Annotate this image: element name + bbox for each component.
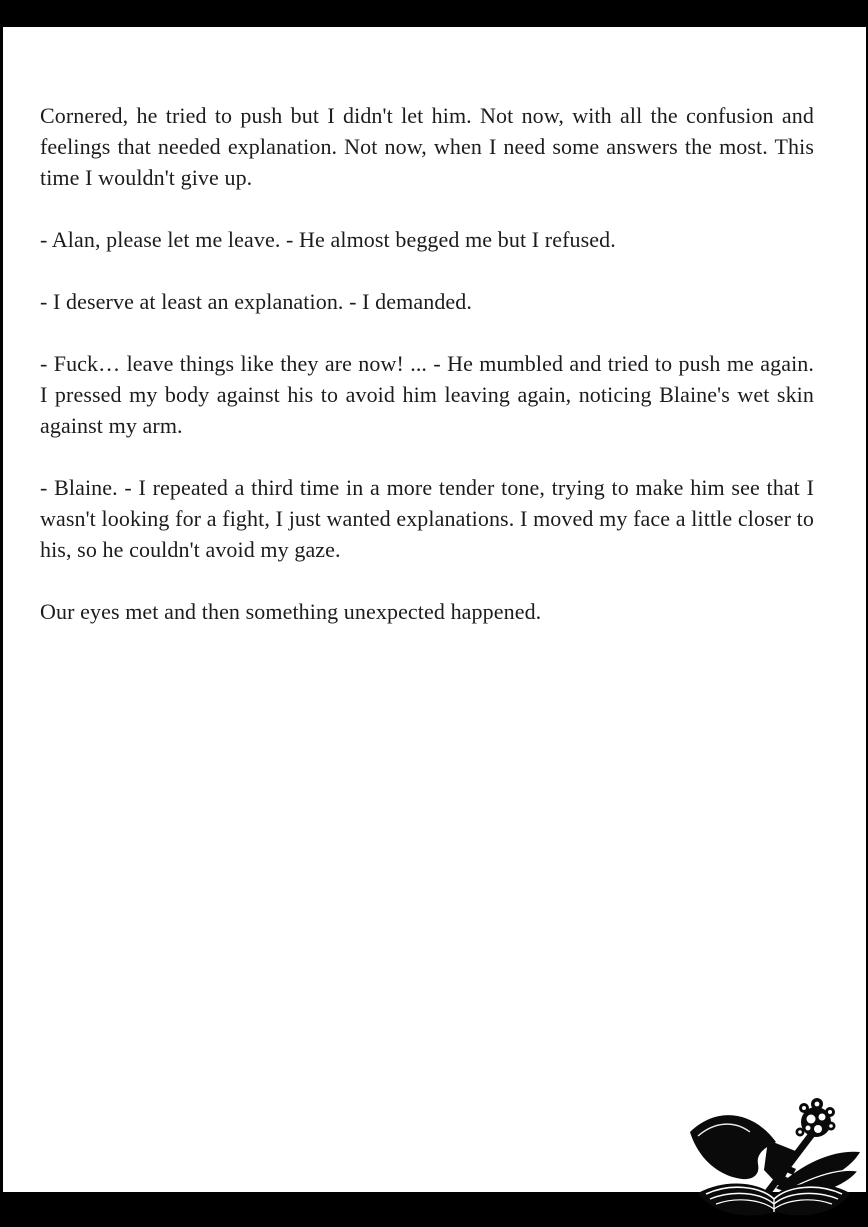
story-text-block [40, 100, 814, 658]
paragraph-dialogue-2: - I deserve at least an explanation. - I demanded. [40, 289, 472, 314]
page-wing-icon [690, 1115, 776, 1179]
paragraph-dialogue-4: - Blaine. - I repeated a third time in a more tender tone, trying to make him see that I wasn't looking for a fight, I just wanted explanations. I moved my face a little closer to his, so he couldn't avoid my gaze. [40, 475, 814, 562]
open-book-key-logo-icon [684, 1092, 864, 1227]
paragraph-narration-2: Our eyes met and then something unexpected happened. [40, 599, 542, 624]
paragraph-dialogue-1: - Alan, please let me leave. - He almost begged me but I refused. [40, 227, 616, 252]
top-border-bar [0, 0, 868, 27]
paragraph-dialogue-3: - Fuck… leave things like they are now! ... - He mumbled and tried to push me again. I pressed my body against his to avoid him leaving again, noticing Blaine's wet skin against my arm. [40, 351, 814, 438]
paragraph-narration-1: Cornered, he tried to push but I didn't let him. Not now, with all the confusion and feelings that needed explanation. Not now, when I need some answers the most. This time I wouldn't give up. [40, 103, 814, 190]
